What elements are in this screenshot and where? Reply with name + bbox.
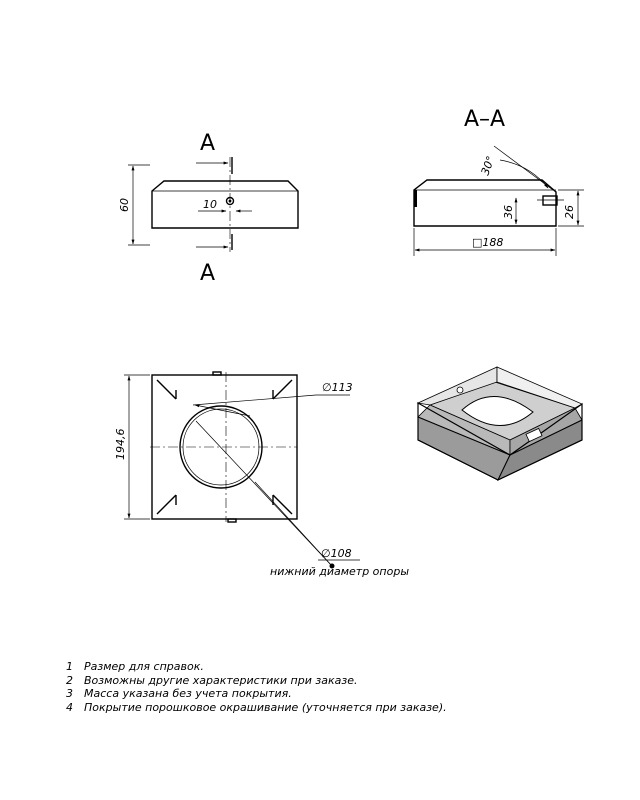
front-view-outline — [152, 181, 298, 228]
section-mark-top: А — [200, 131, 216, 156]
corner-mark — [157, 380, 176, 399]
section-title: А–А — [464, 107, 506, 132]
note-item — [66, 674, 447, 688]
note-number: 3 — [66, 687, 73, 700]
note-number: 4 — [66, 700, 73, 714]
front-view — [118, 131, 298, 286]
angle-dim-label: 30° — [478, 154, 498, 178]
note-text: Возможны другие характеристики при заказе. — [84, 673, 358, 687]
section-hatch — [414, 190, 417, 207]
note-item — [66, 701, 447, 715]
width-dim-label: □188 — [472, 236, 504, 249]
bottom-dim-label: ∅108 — [321, 547, 352, 560]
iso-bolt-icon — [457, 387, 463, 393]
hole-dim-label: ∅113 — [322, 381, 353, 394]
notes-list — [66, 660, 447, 714]
offset-dim-label: 10 — [203, 198, 217, 211]
note-text: Размер для справок. — [84, 660, 204, 673]
section-mark-bottom: А — [200, 261, 216, 286]
section-view — [414, 107, 584, 256]
corner-mark — [273, 380, 292, 399]
bolt-center-icon — [229, 200, 232, 203]
note-item — [66, 660, 447, 674]
outer-height-label: 26 — [563, 205, 576, 219]
plan-height-label: 194,6 — [114, 428, 127, 460]
bolt-side-icon — [543, 196, 557, 205]
note-item — [66, 687, 447, 701]
inner-height-label: 36 — [502, 205, 515, 219]
section-outline — [414, 180, 556, 226]
note-text: Масса указана без учета покрытия. — [84, 687, 292, 700]
angle-arc — [500, 160, 548, 188]
note-text: Покрытие порошковое окрашивание (уточняется при заказе). — [84, 700, 447, 714]
isometric-view — [418, 367, 582, 480]
bottom-note-label: нижний диаметр опоры — [270, 565, 410, 578]
note-number: 2 — [66, 673, 73, 687]
corner-mark — [157, 495, 176, 514]
note-number: 1 — [66, 660, 73, 673]
height-dim-label: 60 — [118, 198, 131, 212]
plan-tab — [213, 372, 221, 375]
plan-tab — [228, 519, 236, 522]
plan-view — [114, 372, 409, 578]
